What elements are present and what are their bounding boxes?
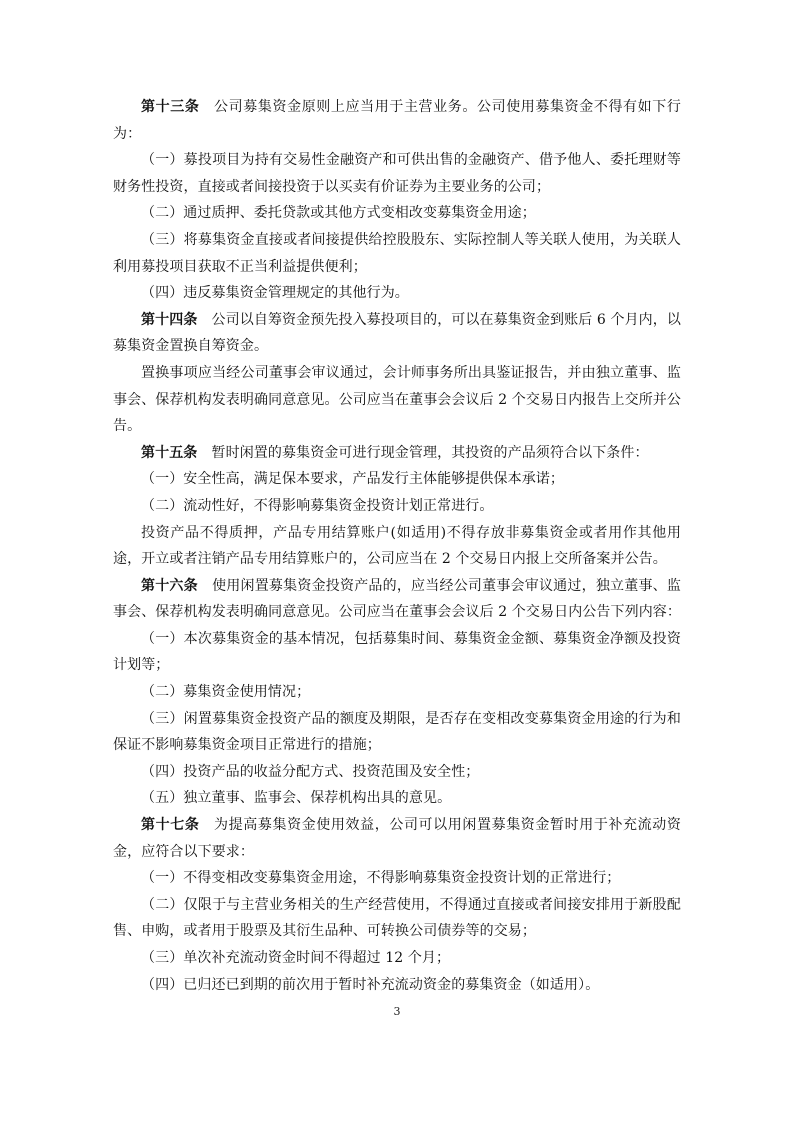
paragraph [113, 812, 681, 865]
paragraph-text: （三）单次补充流动资金时间不得超过 12 个月； [141, 950, 451, 966]
paragraph [113, 147, 681, 200]
paragraph-text: （二）募集资金使用情况； [141, 684, 311, 701]
paragraph-text: （四）已归还已到期的前次用于暂时补充流动资金的募集资金（如适用）。 [141, 976, 600, 993]
paragraph [113, 307, 681, 360]
paragraph-text: （二）流动性好，不得影响募集资金投资计划正常进行。 [141, 497, 494, 514]
paragraph-text: （四）违反募集资金管理规定的其他行为。 [141, 285, 409, 302]
paragraph [113, 865, 681, 892]
article-heading: 第十七条 [141, 817, 200, 834]
paragraph-text: 投资产品不得质押，产品专用结算账户(如适用)不得存放非募集资金或者用作其他用途，开立或者注销产品专用结算账户的，公司应当在 2 个交易日内报上交所备案并公告。 [113, 524, 681, 568]
paragraph [113, 94, 681, 147]
article-heading: 第十五条 [141, 444, 198, 461]
paragraph [113, 626, 681, 679]
paragraph-text: （一）不得变相改变募集资金用途，不得影响募集资金投资计划的正常进行； [141, 870, 621, 887]
paragraph [113, 706, 681, 759]
article-heading: 第十四条 [141, 311, 198, 328]
paragraph [113, 785, 681, 812]
paragraph [113, 573, 681, 626]
paragraph-text: （一）安全性高，满足保本要求，产品发行主体能够提供保本承诺； [141, 471, 564, 488]
paragraph-text: （一）募投项目为持有交易性金融资产和可供出售的金融资产、借予他人、委托理财等财务性投资，直接或者间接投资于以买卖有价证券为主要业务的公司； [113, 152, 681, 195]
paragraph [113, 466, 681, 493]
paragraph [113, 360, 681, 440]
paragraph-text: （五）独立董事、监事会、保荐机构出具的意见。 [141, 790, 452, 807]
paragraph-text: （四）投资产品的收益分配方式、投资范围及安全性； [141, 763, 480, 780]
paragraph-text: 使用闲置募集资金投资产品的，应当经公司董事会审议通过，独立董事、监事会、保荐机构发表明确同意意见。公司应当在董事会会议后 2 个交易日内公告下列内容： [113, 577, 682, 621]
paragraph-text: 公司以自筹资金预先投入募投项目的，可以在募集资金到账后 6 个月内，以募集资金置换自筹资金。 [113, 311, 681, 355]
paragraph-text: （一）本次募集资金的基本情况，包括募集时间、募集资金金额、募集资金净额及投资计划等； [113, 630, 681, 674]
paragraph [113, 493, 681, 520]
paragraph [113, 759, 681, 786]
paragraph [113, 972, 681, 999]
paragraph [113, 280, 681, 307]
page-number: 3 [393, 1005, 401, 1018]
paragraph-text: （三）闲置募集资金投资产品的额度及期限，是否存在变相改变募集资金用途的行为和保证不影响募集资金项目正常进行的措施； [113, 710, 681, 754]
paragraph [113, 520, 681, 573]
paragraph-text: 为提高募集资金使用效益，公司可以用闲置募集资金暂时用于补充流动资金，应符合以下要求： [113, 817, 681, 860]
paragraph [113, 440, 681, 467]
paragraph-text: （三）将募集资金直接或者间接提供给控股股东、实际控制人等关联人使用，为关联人利用募投项目获取不正当利益提供便利； [113, 231, 681, 275]
paragraph [113, 892, 681, 945]
paragraph-text: （二）仅限于与主营业务相关的生产经营使用，不得通过直接或者间接安排用于新股配售、申购，或者用于股票及其衍生品种、可转换公司债券等的交易； [113, 896, 681, 940]
paragraph [113, 200, 681, 227]
paragraph-text: 置换事项应当经公司董事会审议通过，会计师事务所出具鉴证报告，并由独立董事、监事会、保荐机构发表明确同意意见。公司应当在董事会会议后 2 个交易日内报告上交所并公告。 [113, 364, 682, 435]
paragraph [113, 679, 681, 706]
paragraph [113, 227, 681, 280]
document-body [113, 94, 681, 998]
article-heading: 第十六条 [141, 577, 198, 594]
paragraph-text: 暂时闲置的募集资金可进行现金管理，其投资的产品须符合以下条件： [197, 444, 649, 461]
paragraph-text: 公司募集资金原则上应当用于主营业务。公司使用募集资金不得有如下行为： [113, 99, 681, 142]
paragraph [113, 945, 681, 972]
paragraph-text: （二）通过质押、委托贷款或其他方式变相改变募集资金用途； [141, 205, 536, 222]
article-heading: 第十三条 [141, 99, 200, 115]
